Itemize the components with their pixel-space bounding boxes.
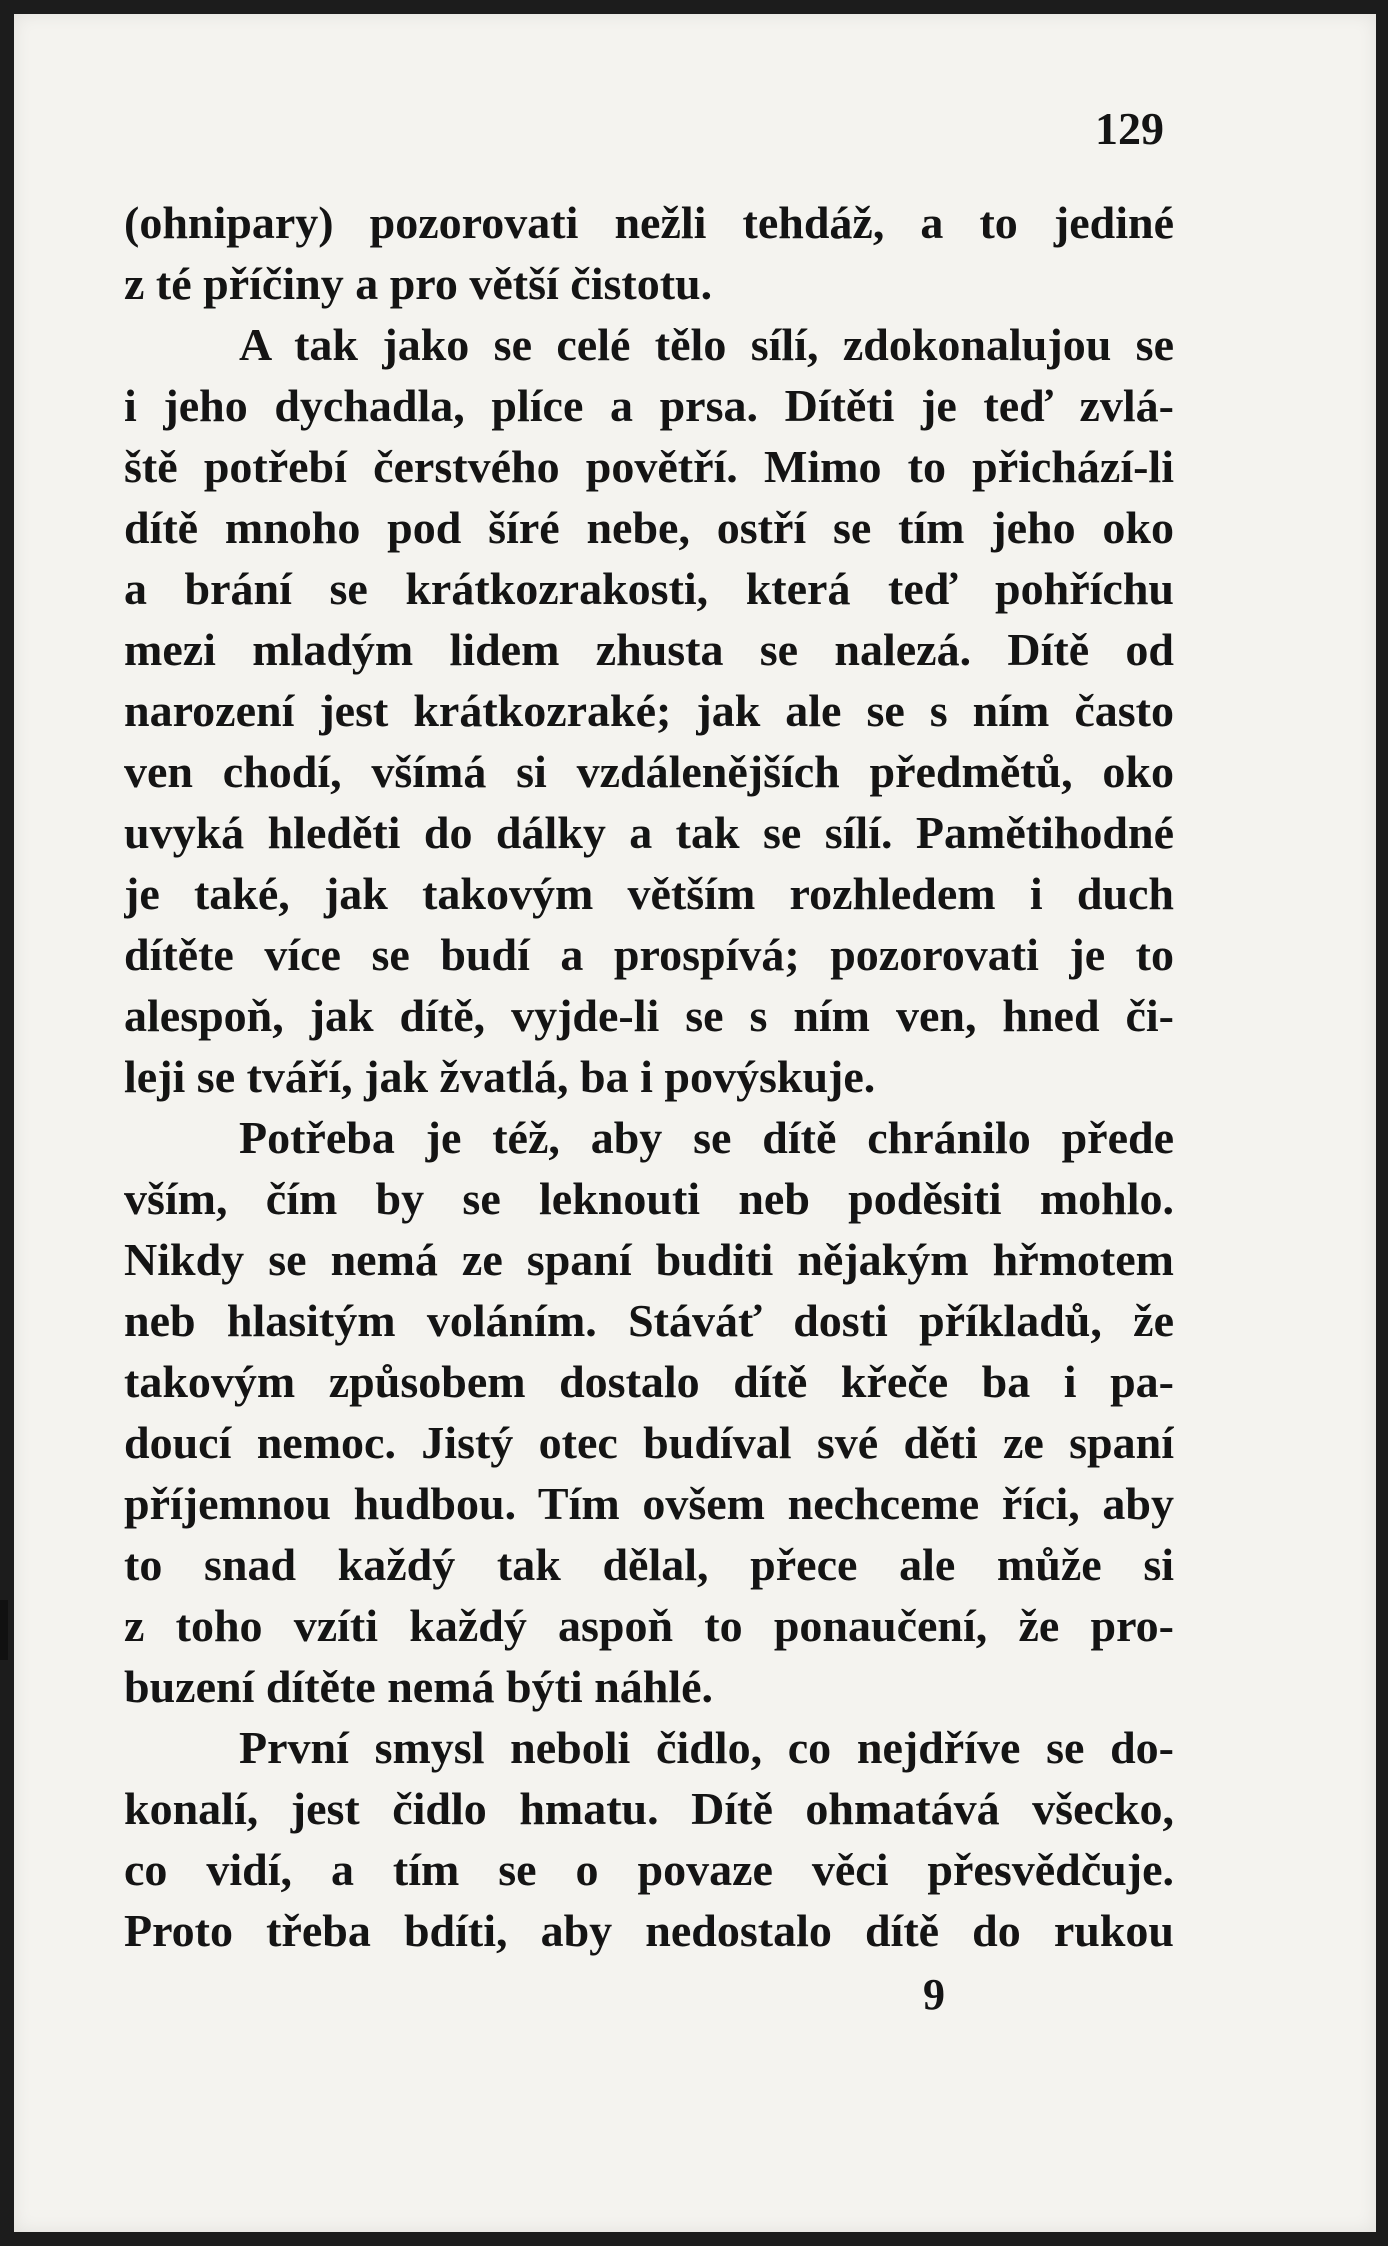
text-line: to snad každý tak dělal, přece ale může si [124, 1539, 1174, 1590]
text-line: První smysl neboli čidlo, co nejdříve se do- [239, 1722, 1174, 1773]
text-line: neb hlasitým voláním. Stáváť dosti příkladů, že [124, 1295, 1174, 1346]
text-line: narození jest krátkozraké; jak ale se s ním často [124, 685, 1174, 736]
page-number: 129 [1095, 103, 1164, 154]
text-line: mezi mladým lidem zhusta se nalezá. Dítě od [124, 624, 1174, 675]
text-line: A tak jako se celé tělo sílí, zdokonalujou se [239, 319, 1174, 370]
text-line: z toho vzíti každý aspoň to ponaučení, že pro- [124, 1600, 1174, 1651]
text-line: je také, jak takovým větším rozhledem i duch [124, 868, 1174, 919]
signature-mark: 9 [923, 1970, 945, 2019]
text-line: Proto třeba bdíti, aby nedostalo dítě do rukou [124, 1905, 1174, 1956]
text-line: co vidí, a tím se o povaze věci přesvědčuje. [124, 1844, 1174, 1895]
text-line: ště potřebí čerstvého povětří. Mimo to přichází-li [124, 441, 1174, 492]
text-line: z té příčiny a pro větší čistotu. [124, 258, 713, 309]
text-line: alespoň, jak dítě, vyjde-li se s ním ven, hned či- [124, 990, 1174, 1041]
text-line: Nikdy se nemá ze spaní buditi nějakým hřmotem [124, 1234, 1174, 1285]
text-line: Potřeba je též, aby se dítě chránilo přede [239, 1112, 1174, 1163]
binding-edge [0, 1600, 8, 1660]
text-line: dítě mnoho pod šíré nebe, ostří se tím jeho oko [124, 502, 1174, 553]
text-line: i jeho dychadla, plíce a prsa. Dítěti je teď zvlá- [124, 380, 1174, 431]
text-line: a brání se krátkozrakosti, která teď pohříchu [124, 563, 1174, 614]
book-page [14, 14, 1376, 2232]
body-text [124, 192, 1174, 1961]
text-line: dítěte více se budí a prospívá; pozorovati je to [124, 929, 1174, 980]
text-line: buzení dítěte nemá býti náhlé. [124, 1661, 714, 1712]
text-line: (ohnipary) pozorovati nežli tehdáž, a to jediné [124, 197, 1174, 248]
text-line: takovým způsobem dostalo dítě křeče ba i pa- [124, 1356, 1174, 1407]
text-line: ven chodí, všímá si vzdálenějších předmětů, oko [124, 746, 1174, 797]
text-line: doucí nemoc. Jistý otec budíval své děti ze spaní [124, 1417, 1174, 1468]
text-line: leji se tváří, jak žvatlá, ba i povýskuje. [124, 1051, 876, 1102]
text-line: konalí, jest čidlo hmatu. Dítě ohmatává všecko, [124, 1783, 1174, 1834]
text-line: uvyká hleděti do dálky a tak se sílí. Pamětihodné [124, 807, 1174, 858]
text-line: vším, čím by se leknouti neb poděsiti mohlo. [124, 1173, 1174, 1224]
text-line: příjemnou hudbou. Tím ovšem nechceme říci, aby [124, 1478, 1174, 1529]
